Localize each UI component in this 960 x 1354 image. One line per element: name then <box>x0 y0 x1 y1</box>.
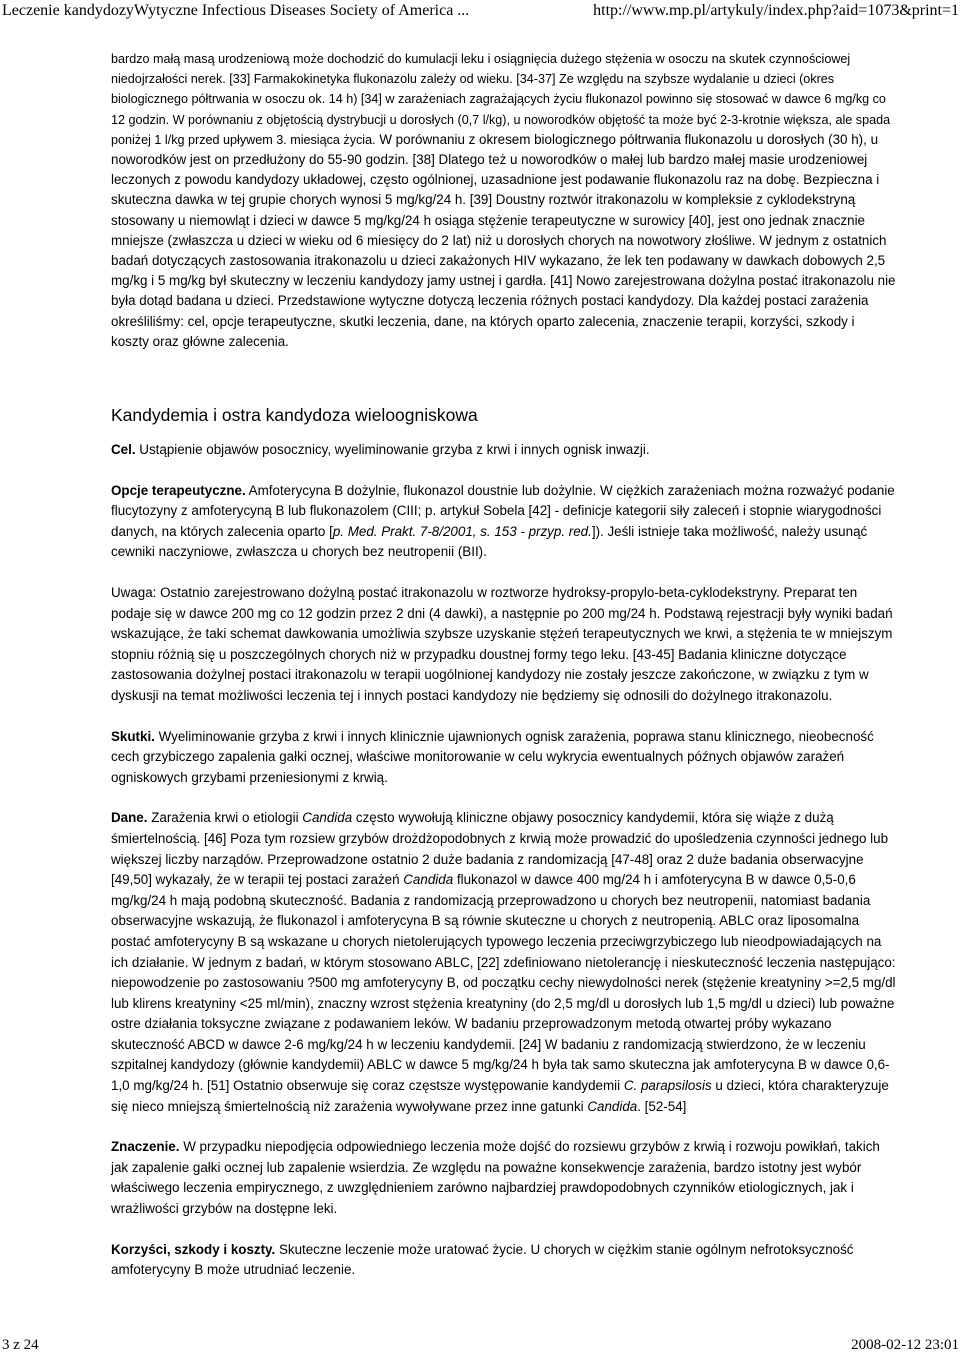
cel-paragraph: Cel. Ustąpienie objawów posocznicy, wyeliminowanie grzyba z krwi i innych ognisk inwazji. <box>111 442 650 458</box>
intro-paragraph: bardzo małą masą urodzeniową może dochodzić do kumulacji leku i osiągnięcia dużego stężenia w osoczu na skutek czynnościowej niedojrzałości nerek. [33] Farmakokinetyka flukonazolu zależy od wieku. [34-37] Ze względu na szybsze wydalanie u dzieci (okres biologicznego półtrwania w osoczu ok. 14 h) [34] w zarażeniach zagrażających życiu flukonazol powinno się stosować w dawce 6 mg/kg co 12 godzin. W porównaniu z objętością dystrybucji u dorosłych (0,7 l/kg), u noworodków objętość ta może być 2-3-krotnie większa, ale spada poniżej 1 l/kg przed upływem 3. miesiąca życia. W porównaniu z okresem biologicznego półtrwania flukonazolu u dorosłych (30 h), u noworodków jest on przedłużony do 55-90 godzin. [38] Dlatego też u noworodków o małej lub bardzo małej masie urodzeniowej leczonych z powodu kandydozy układowej, często ogólnionej, uzasadnione jest podawanie flukonazolu raz na dobę. Bezpieczna i skuteczna dawka w tej grupie chorych wynosi 5 mg/kg/24 h. [39] Doustny roztwór itrakonazolu w kompleksie z cyklodekstryną stosowany u niemowląt i dzieci w dawce 5 mg/kg/24 h osiąga stężenie terapeutyczne w surowicy [40], jest ono jednak znacznie mniejsze (zwłaszcza u dzieci w wieku od 6 miesięcy do 2 lat) niż u dorosłych chorych na nowotwory złośliwe. W jednym z ostatnich badań dotyczących zastosowania itrakonazolu u dzieci zakażonych HIV wykazano, że lek ten podawany w dawkach dobowych 2,5 mg/kg i 5 mg/kg był skuteczny w leczeniu kandydozy jamy ustnej i gardła. [41] Nowo zarejestrowana dożylna postać itrakonazolu nie była dotąd badana u dzieci. Przedstawione wytyczne dotyczą leczenia różnych postaci kandydozy. Dla każdej postaci zarażenia określiliśmy: cel, opcje terapeutyczne, skutki leczenia, dane, na których oparto zalecenia, znaczenie terapii, korzyści, szkody i koszty oraz główne zalecenia. <box>111 52 896 349</box>
dane-paragraph: Dane. Zarażenia krwi o etiologii Candida często wywołują kliniczne objawy posocznicy kandydemii, która się wiąże z dużą śmiertelnością. [46] Poza tym rozsiew grzybów drożdżopodobnych z krwią może prowadzić do upośledzenia czynności jednego lub większej liczby narządów. Przeprowadzone ostatnio 2 duże badania z randomizacją [47-48] oraz 2 duże badania obserwacyjne [49,50] wykazały, że w terapii tej postaci zarażeń Candida flukonazol w dawce 400 mg/24 h i amfoterycyna B w dawce 0,5-0,6 mg/kg/24 h mają podobną skuteczność. Badania z randomizacją przeprowadzono u chorych bez neutropenii, natomiast badania obserwacyjne wskazują, że flukonazol i amfoterycyna B są równie skuteczne u chorych z neutropenią. ABLC oraz liposomalna postać amfoterycyny B są wskazane u chorych nietolerujących typowego leczenia przeciwgrzybiczego lub nieodpowiadających na ich działanie. W jednym z badań, w którym stosowano ABLC, [22] zdefiniowano nietolerancję i nieskuteczność leczenia następująco: niepowodzenie po zastosowaniu ?500 mg amfoterycyny B, od początku cechy niewydolności nerek (stężenie kreatyniny >=2,5 mg/dl lub klirens kreatyniny <25 ml/min), znaczny wzrost stężenia kreatyniny (do 2,5 mg/dl u dorosłych lub 1,5 mg/dl u dzieci) lub poważne ostre działania toksyczne związane z podawaniem leków. W badaniu przeprowadzonym metodą otwartej próby wykazano skuteczność ABCD w dawce 2-6 mg/kg/24 h w leczeniu kandydemii. [24] W badaniu z randomizacją stwierdzono, że w leczeniu szpitalnej kandydozy (głównie kandydemii) ABLC w dawce 5 mg/kg/24 h była tak samo skuteczna jak amfoterycyna B w dawce 0,6-1,0 mg/kg/24 h. [51] Ostatnio obserwuje się coraz częstsze występowanie kandydemii C. parapsilosis u dzieci, która charakteryzuje się nieco mniejszą śmiertelnością niż zarażenia wywoływane przez inne gatunki Candida. [52-54] <box>111 810 896 1114</box>
page-number: 3 z 24 <box>2 1337 39 1353</box>
print-footer <box>0 1336 960 1354</box>
page-title: Leczenie kandydozyWytyczne Infectious Diseases Society of America ... <box>2 2 470 19</box>
znaczenie-paragraph: Znaczenie. W przypadku niepodjęcia odpowiedniego leczenia może dojść do rozsiewu grzybów z krwią i rozwoju powikłań, takich jak zapalenie gałki ocznej lub zapalenie wsierdzia. Ze względu na poważne konsekwencje zarażenia, bardzo istotny jest wybór właściwego leczenia empirycznego, z uwzględnieniem zarówno najbardziej prawdopodobnych czynników etiologicznych, jak i wrażliwości grzybów na dostępne leki. <box>111 1139 880 1217</box>
article-body <box>111 49 896 1281</box>
intro-continued: W porównaniu z okresem biologicznego półtrwania flukonazolu u dorosłych (30 h), u noworodków jest on przedłużony do 55-90 godzin. [38] Dlatego też u noworodków o małej lub bardzo małej masie urodzeniowej leczonych z powodu kandydozy układowej, często ogólnionej, uzasadnione jest podawanie flukonazolu raz na dobę. Bezpieczna i skuteczna dawka w tej grupie chorych wynosi 5 mg/kg/24 h. [39] Doustny roztwór itrakonazolu w kompleksie z cyklodekstryną stosowany u niemowląt i dzieci w dawce 5 mg/kg/24 h osiąga stężenie terapeutyczne w surowicy [40], jest ono jednak znacznie mniejsze (zwłaszcza u dzieci w wieku od 6 miesięcy do 2 lat) niż u dorosłych chorych na nowotwory złośliwe. W jednym z ostatnich badań dotyczących zastosowania itrakonazolu u dzieci zakażonych HIV wykazano, że lek ten podawany w dawkach dobowych 2,5 mg/kg i 5 mg/kg był skuteczny w leczeniu kandydozy jamy ustnej i gardła. [41] Nowo zarejestrowana dożylna postać itrakonazolu nie była dotąd badana u dzieci. Przedstawione wytyczne dotyczą leczenia różnych postaci kandydozy. Dla każdej postaci zarażenia określiliśmy: cel, opcje terapeutyczne, skutki leczenia, dane, na których oparto zalecenia, znaczenie terapii, korzyści, szkody i koszty oraz główne zalecenia. <box>111 131 896 349</box>
opcje-paragraph: Opcje terapeutyczne. Amfoterycyna B dożylnie, flukonazol doustnie lub dożylnie. W ciężkich zarażeniach można rozważyć podanie flucytozyny z amfoterycyną B lub flukonazolem (CIII; p. artykuł Sobela [42] - definicje kategorii siły zaleceń i stopnie wiarygodności danych, na których zalecenia oparto [p. Med. Prakt. 7-8/2001, s. 153 - przyp. red.]). Jeśli istnieje taka możliwość, należy usunąć cewniki naczyniowe, zwłaszcza u chorych bez neutropenii (BII). <box>111 482 895 560</box>
print-header <box>0 0 960 24</box>
skutki-paragraph: Skutki. Wyeliminowanie grzyba z krwi i innych klinicznie ujawnionych ognisk zarażenia, poprawa stanu klinicznego, nieobecność cech grzybiczego zapalenia gałki ocznej, właściwe monitorowanie w celu wykrycia ewentualnych późnych objawów zarażeń ogniskowych grzybami przeniesionymi z krwią. <box>111 728 874 785</box>
section-heading: Kandydemia i ostra kandydoza wieloogniskowa <box>111 405 478 426</box>
uwaga-paragraph: Uwaga: Ostatnio zarejestrowano dożylną postać itrakonazolu w roztworze hydroksy-propylo-beta-cyklodekstryny. Preparat ten podaje się w dawce 200 mg co 12 godzin przez 2 dni (4 dawki), a następnie po 200 mg/24 h. Podstawą rejestracji były wyniki badań wskazujące, że taki schemat dawkowania umożliwia szybsze uzyskanie stężeń terapeutycznych we krwi, a stężenia te w mniejszym stopniu różnią się u poszczególnych chorych niż w przypadku doustnej formy tego leku. [43-45] Badania kliniczne dotyczące zastosowania dożylnej postaci itrakonazolu w terapii uogólnionej kandydozy nie zostały jeszcze zakończone, w związku z tym w dyskusji na temat możliwości leczenia tej i innych postaci kandydozy nie będziemy się odnosili do dożylnego itrakonazolu. <box>111 585 893 703</box>
page-url: http://www.mp.pl/artykuly/index.php?aid=1073&print=1 <box>593 2 959 19</box>
print-datetime: 2008-02-12 23:01 <box>851 1337 959 1353</box>
korzysci-paragraph: Korzyści, szkody i koszty. Skuteczne leczenie może uratować życie. U chorych w ciężkim stanie ogólnym nefrotoksyczność amfoterycyny B może utrudniać leczenie. <box>111 1241 854 1278</box>
